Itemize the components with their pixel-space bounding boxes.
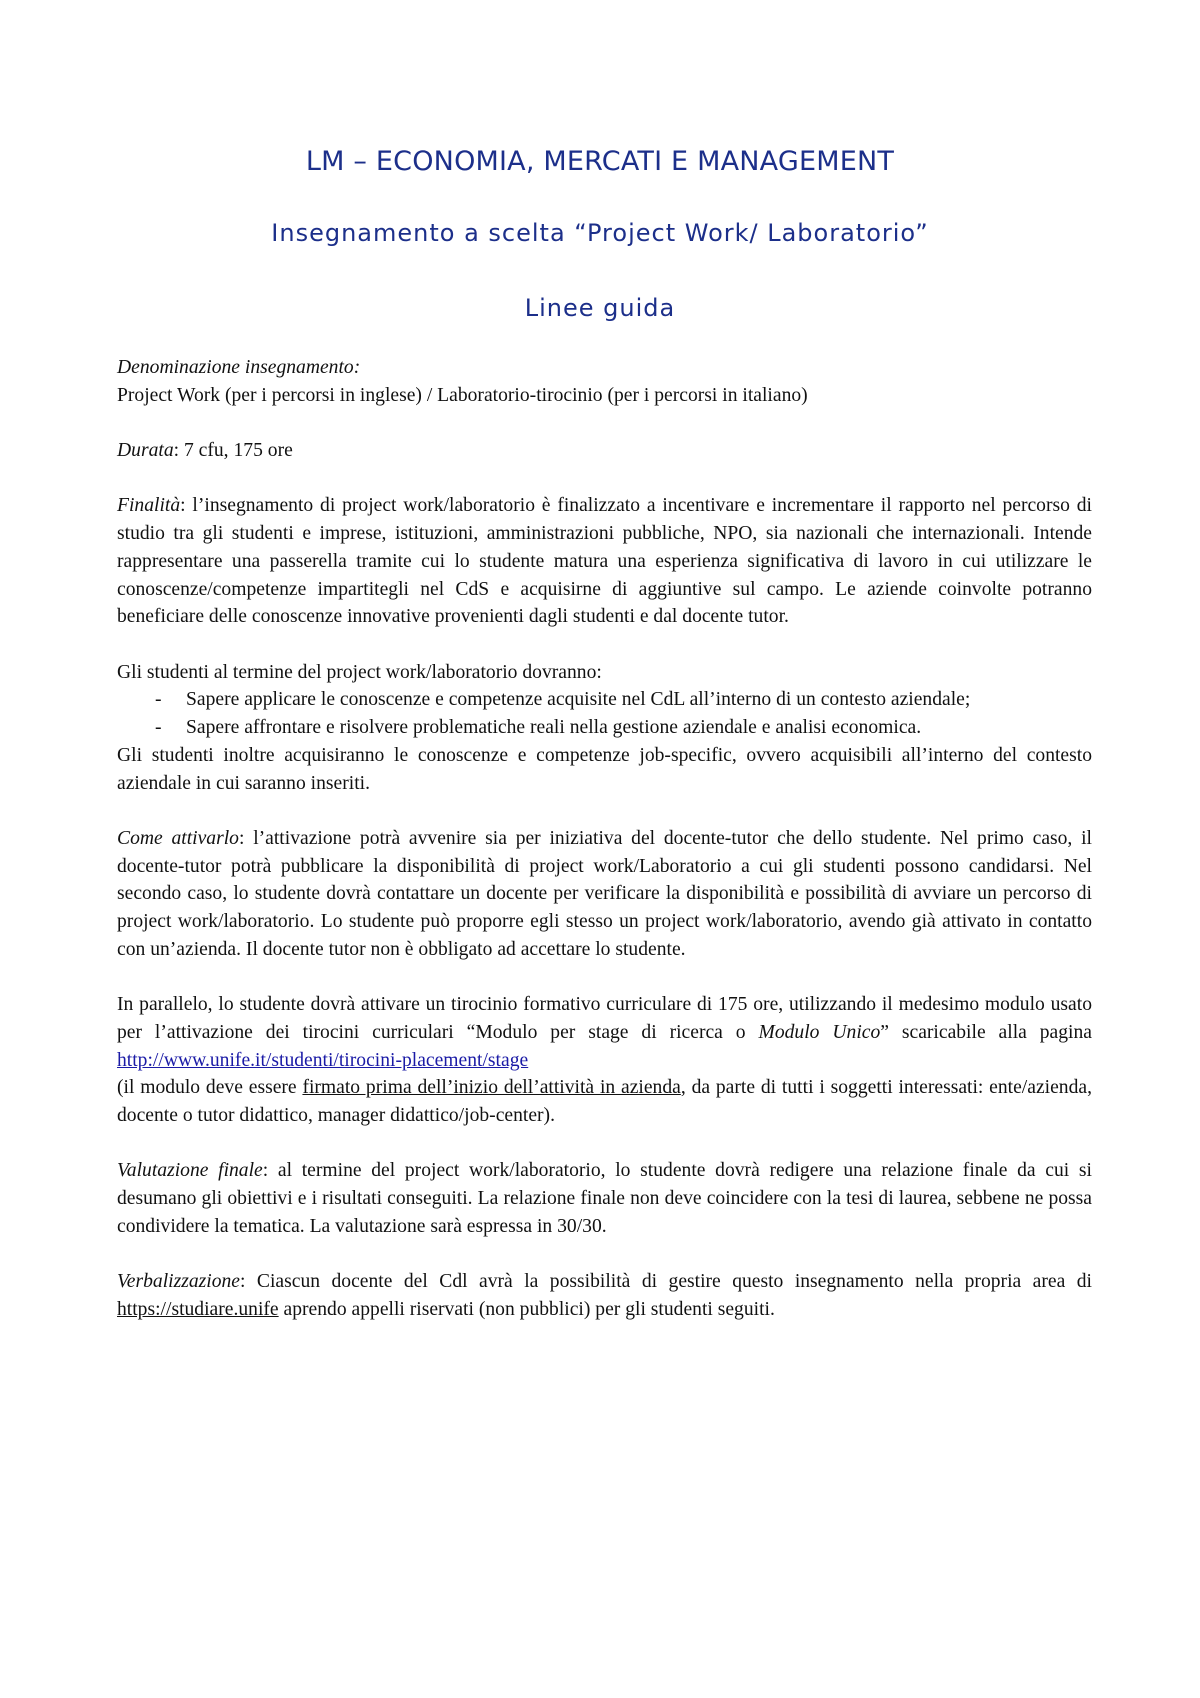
- tirocinio-underlined: firmato prima dell’inizio dell’attività in azienda: [302, 1077, 681, 1099]
- finalita-text: : l’insegnamento di project work/laboratorio è finalizzato a incentivare e incrementare il rapporto nel percorso di studio tra gli studenti e imprese, istituzioni, amministrazioni pubbliche, NPO, sia nazionali che internazionali. Intende rappresentare una passerella tramite cui lo studente matura una esperienza significativa di lavoro in cui utilizzare le conoscenze/competenze impartitegli nel CdS e acquisirne di aggiuntive sul campo. Le aziende coinvolte potranno beneficiare delle conoscenze innovative provenienti dagli studenti e dal docente tutor.: [117, 495, 1092, 628]
- tirocinio-note: (il modulo deve essere firmato prima dell’inizio dell’attività in azienda, da parte di tutti i soggetti interessati: ente/azienda, docente o tutor didattico, manager didattico/job-center).: [117, 1077, 1092, 1126]
- attivazione-text: : l’attivazione potrà avvenire sia per iniziativa del docente-tutor che dello studente. Nel primo caso, il docente-tutor potrà pubblicare la disponibilità di project work/Laboratorio a cui gli studenti possono candidarsi. Nel secondo caso, lo studente dovrà contattare un docente per verificare la disponibilità e possibilità di avviare un percorso di project work/laboratorio. Lo studente può proporre egli stesso un project work/laboratorio, avendo già attivato in contatto con un’azienda. Il docente tutor non è obbligato ad accettare lo studente.: [117, 827, 1092, 960]
- obiettivi-intro: Gli studenti al termine del project work/laboratorio dovranno:: [117, 661, 602, 683]
- document-title: LM – ECONOMIA, MERCATI E MANAGEMENT: [305, 146, 895, 177]
- section-title: Linee guida: [524, 294, 676, 322]
- obiettivi-list: [117, 686, 1092, 741]
- list-item: - Sapere applicare le conoscenze e competenze acquisite nel CdL all’interno di un contesto aziendale;: [155, 689, 971, 711]
- durata-paragraph: [117, 437, 1092, 465]
- document-subtitle: Insegnamento a scelta “Project Work/ Laboratorio”: [271, 219, 929, 247]
- valutazione-paragraph: [117, 1157, 1092, 1240]
- stage-link[interactable]: http://www.unife.it/studenti/tirocini-placement/stage: [117, 1049, 529, 1071]
- list-item: - Sapere affrontare e risolvere problematiche reali nella gestione aziendale e analisi economica.: [155, 717, 922, 739]
- attivazione-paragraph: [117, 825, 1092, 964]
- studiare-link[interactable]: https://studiare.unife: [117, 1298, 279, 1320]
- valutazione-text: : al termine del project work/laboratorio, lo studente dovrà redigere una relazione finale da cui si desumano gli obiettivi e i risultati conseguiti. La relazione finale non deve coincidere con la tesi di laurea, sebbene ne possa condividere la tematica. La valutazione sarà espressa in 30/30.: [117, 1160, 1092, 1237]
- denominazione-label: Denominazione insegnamento:: [117, 357, 361, 378]
- tirocinio-paragraph: In parallelo, lo studente dovrà attivare un tirocinio formativo curriculare di 175 ore, utilizzando il medesimo modulo usato per l’attivazione dei tirocini curriculari “Modulo per stage di ricerca o Modulo Unico” scaricabile alla pagina http://www.unife.it/studenti/tirocini-placement/stage: [117, 994, 1092, 1071]
- obiettivi-outro: Gli studenti inoltre acquisiranno le conoscenze e competenze job-specific, ovvero acquisibili all’interno del contesto aziendale in cui saranno inseriti.: [117, 744, 1092, 794]
- verbalizzazione-paragraph: Verbalizzazione: Ciascun docente del Cdl avrà la possibilità di gestire questo insegnamento nella propria area di https://studiare.unife aprendo appelli riservati (non pubblici) per gli studenti seguiti.: [117, 1271, 1092, 1320]
- denominazione-text: Project Work (per i percorsi in inglese) / Laboratorio-tirocinio (per i percorsi in italiano): [117, 384, 808, 406]
- verbalizzazione-label: Verbalizzazione: [117, 1271, 241, 1293]
- attivazione-label: Come attivarlo: [117, 827, 239, 849]
- durata-text: : 7 cfu, 175 ore: [173, 440, 293, 462]
- finalita-label: Finalità: [117, 495, 181, 517]
- document-body: [117, 354, 1092, 1324]
- durata-label: Durata: [117, 440, 174, 462]
- valutazione-label: Valutazione finale: [117, 1160, 263, 1182]
- finalita-paragraph: [117, 492, 1092, 631]
